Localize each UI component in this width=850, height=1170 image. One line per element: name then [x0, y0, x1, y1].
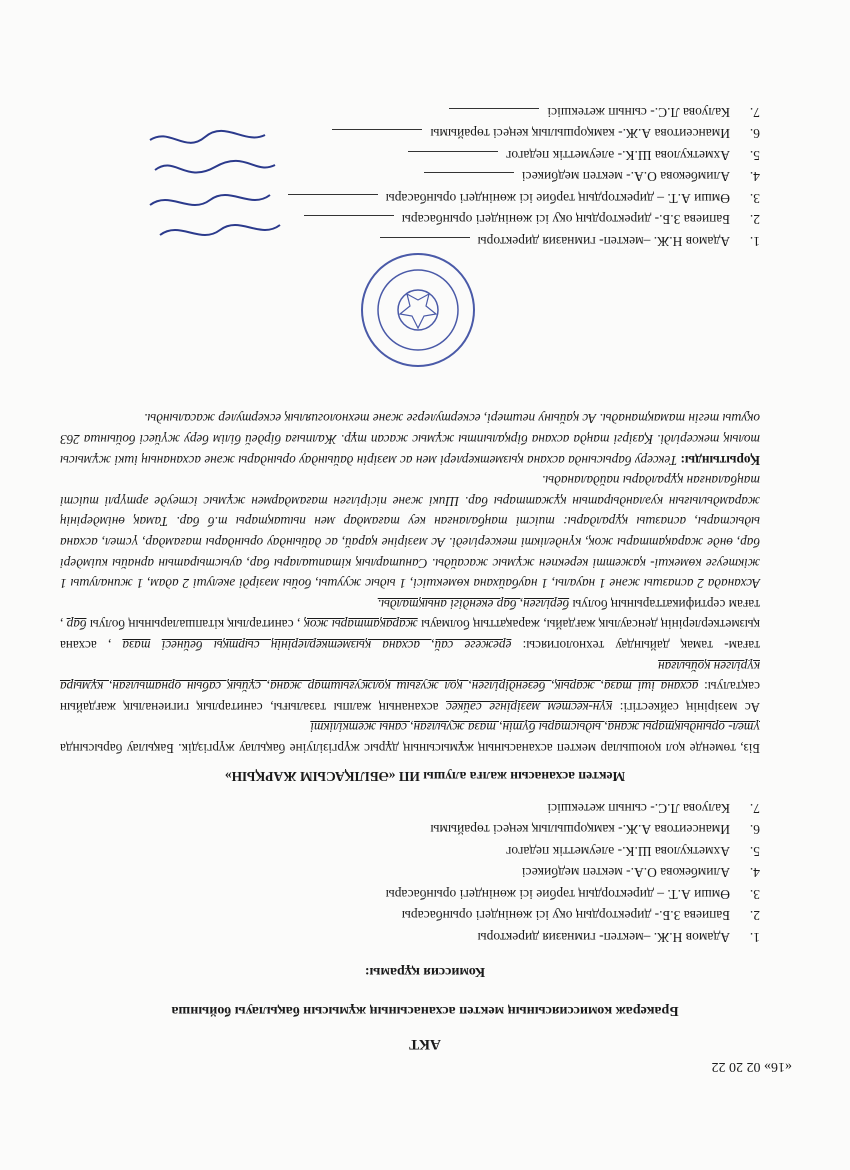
signature-row: 2.Бапиева З.Б.- директордың оқу ісі жөніндегі орынбасары — [288, 209, 760, 231]
signature-row: 4.Алимбекова О.А.- мектеп медбикесі — [288, 166, 760, 188]
act-date: «16» 02 20 22 — [711, 1059, 792, 1074]
conclusion-text: Тексеру барысында асхана қызметкерлері мен ас мәзірін дайындау орындары және асхананың ішкі жұмысы толық тексерілді. Қазіргі таңда асхана бірқалыпты жұмыс жасап тұр. Жалпыға бірдей білім беру жүйесі бойынша 263 оқушы тегін тамақтанады. Ас қайыну пештері, ескертулерге және технологиялық ескертулер жасалынды. — [60, 411, 760, 468]
list-item: 7.Калуова Л.С.- сынып жетекшісі — [547, 801, 760, 816]
signature-line — [288, 194, 378, 207]
list-item: 3.Өмши А.Т. – директордың тәрбие ісі жөніндегі орынбасары — [385, 887, 760, 902]
act-body: Біз, төменде қол қоюшылар мектеп асханасының жұмысының дұрыс жүргізілуіне бақылау жүргіздік. Бақылау барысында үтел- орындықтары жана, ыдыстары бүтін, таза жуылған, саны жеткілікті Ас мәзірінің сәйкестігі: күн-кестем мәзірінге сәйкес асхананың жалпы тазалығы, санитарлық гигиеналық жағдайын сақталуы: асхана іші таза, жарық, безендірілген, қол жуғыш қолжуғыштар жана, сұйық сабын орнатылған, кұмыра күрілген қойылған тағам- тамақ дайындау технологиясы: ережеге сай, асхана қызметкерлерінің сыртқы бейнесі таза , асхана қызметкерлерінің денсаулық жағдайы, жарақаттың болмауы жарақаттары жоқ , санитарлық кітапшаларының болуы бар , тағам сертификаттарының болуы берілген, бар екендігі анықталды. Асханада 2 аспазшы және 1 науалы, 1 наубайхана көмекшісі, 1 ыдыс жуушы, бойы мәзірді әкелуші 2 адам, 1 жиналушы 1 жіктеуге көмекші- қажетті керекпен жұмыс жасайды. Санитарлық кітапшалары бар, ауыстыратын арнайы киімдері бар, өнде жарақаттары жоқ, күнделікті тексеріледі. Ас мәзіріне қарай, ас дайындау орындары тағамдар, үстел, асхана ыдыстары, аспазшы құралдары: тиісті таңбаланған кеу тағамдар мен пышақтары т.б бар. Тамақ өнімдерінің жарамдылығын куәландыратын құжаттары бар. Шикі және пісірілген тағамдармен жұмыс істеуде әртүрлі тиісті таңбаланған құралдары пайдаланады. Қорытынды: Тексеру барысында асхана қызметкерлері мен ас мәзірін дайындау орындары және асхананың ішкі жұмысы толық тексерілді. Қазіргі таңда асхана бірқалыпты жұмыс жасап тұр. Жалпыға бірдей білім беру жүйесі бойынша 263 оқушы тегін тамақтанады. Ас қайыну пештері, ескертулерге және технологиялық ескертулер жасалынды. — [59, 411, 760, 756]
conclusion-label: Қорытынды: — [680, 452, 760, 468]
act-subtitle: Бракераж комиссиясының мектеп асханасының жұмысын бақылауы бойынша — [171, 1003, 679, 1018]
list-item: 5.Ахметкулова Ш.К.- әлеуметтік педагог — [505, 844, 760, 859]
organization-line: Мектеп асханасын жалға алушы ИП «ӘБІЛҚАСЫМ ЖАРҚЫН» — [224, 769, 626, 784]
signature-row: 7.Калуова Л.С.- сынып жетекшісі — [288, 102, 760, 124]
commission-list — [386, 798, 760, 949]
signature-row: 3.Өмши А.Т. – директордың тәрбие ісі жөніндегі орынбасары — [288, 188, 760, 210]
signature-line — [380, 237, 470, 250]
signature-line — [304, 216, 394, 229]
commission-heading: Комиссия құрамы: — [364, 964, 486, 979]
list-item: 2.Бапиева З.Б.- директордың оқу ісі жөніндегі орынбасары — [401, 908, 760, 924]
signature-row: 5.Ахметкулова Ш.К.- әлеуметтік педагог — [288, 145, 760, 167]
list-item: 4.Алимбекова О.А.- мектеп медбикесі — [521, 865, 760, 881]
signature-row: 1.Адамов Н.Ж. –мектеп- гимназия директоры — [288, 231, 760, 253]
list-item: 1.Адамов Н.Ж. –мектеп- гимназия директоры — [477, 930, 760, 945]
signature-line — [424, 173, 514, 186]
signature-line — [332, 130, 422, 143]
signature-list — [288, 102, 760, 253]
school-stamp-seal — [358, 250, 478, 370]
signature-line — [408, 151, 498, 164]
list-item: 6.Имансеитова А.Ж.- камқоршылық кеңесі төрайымы — [430, 822, 760, 838]
handwritten-signatures — [140, 105, 290, 245]
act-title: АКТ — [409, 1036, 441, 1052]
signature-line — [449, 108, 539, 121]
signature-row: 6.Имансеитова А.Ж.- камқоршылық кеңесі төрайымы — [288, 123, 760, 145]
